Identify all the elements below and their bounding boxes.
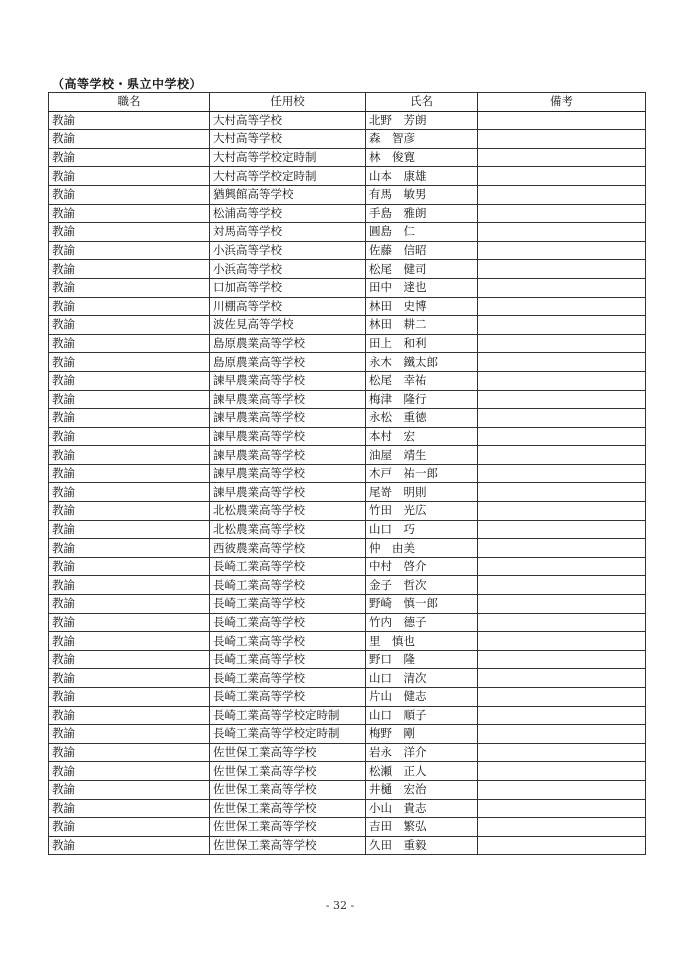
table-row <box>49 725 646 744</box>
table-row <box>49 353 646 372</box>
cell-title: 教諭 <box>49 632 210 651</box>
cell-note <box>478 669 646 688</box>
cell-name: 本村 宏 <box>366 427 478 446</box>
cell-title: 教諭 <box>49 743 210 762</box>
cell-note <box>478 595 646 614</box>
cell-school: 諫早農業高等学校 <box>210 483 366 502</box>
cell-note <box>478 427 646 446</box>
cell-name: 竹内 德子 <box>366 613 478 632</box>
cell-note <box>478 818 646 837</box>
cell-school: 佐世保工業高等学校 <box>210 780 366 799</box>
cell-note <box>478 409 646 428</box>
cell-title: 教諭 <box>49 483 210 502</box>
cell-title: 教諭 <box>49 353 210 372</box>
cell-title: 教諭 <box>49 520 210 539</box>
table-row <box>49 520 646 539</box>
cell-note <box>478 743 646 762</box>
cell-title: 教諭 <box>49 446 210 465</box>
table-row <box>49 409 646 428</box>
page-number: - 32 - <box>325 899 355 912</box>
cell-name: 山口 順子 <box>366 706 478 725</box>
cell-title: 教諭 <box>49 167 210 186</box>
cell-note <box>478 446 646 465</box>
cell-title: 教諭 <box>49 464 210 483</box>
cell-school: 長崎工業高等学校 <box>210 650 366 669</box>
cell-name: 金子 哲次 <box>366 576 478 595</box>
cell-name: 中村 啓介 <box>366 557 478 576</box>
cell-title: 教諭 <box>49 241 210 260</box>
table-row <box>49 148 646 167</box>
table-row <box>49 669 646 688</box>
cell-name: 松瀬 正人 <box>366 762 478 781</box>
cell-note <box>478 576 646 595</box>
table-row <box>49 278 646 297</box>
cell-name: 手島 雅朗 <box>366 204 478 223</box>
cell-title: 教諭 <box>49 130 210 149</box>
cell-title: 教諭 <box>49 688 210 707</box>
cell-school: 北松農業高等学校 <box>210 520 366 539</box>
cell-name: 圓島 仁 <box>366 223 478 242</box>
table-row <box>49 111 646 130</box>
cell-school: 諫早農業高等学校 <box>210 409 366 428</box>
table-row <box>49 185 646 204</box>
cell-title: 教諭 <box>49 297 210 316</box>
cell-name: 竹田 光広 <box>366 502 478 521</box>
cell-name: 片山 健志 <box>366 688 478 707</box>
table-row <box>49 743 646 762</box>
table-row <box>49 223 646 242</box>
staff-table <box>48 92 646 855</box>
cell-title: 教諭 <box>49 576 210 595</box>
cell-note <box>478 297 646 316</box>
cell-name: 永木 鐵太郎 <box>366 353 478 372</box>
cell-name: 仲 由美 <box>366 539 478 558</box>
cell-title: 教諭 <box>49 595 210 614</box>
cell-name: 木戸 祐一郎 <box>366 464 478 483</box>
cell-school: 西彼農業高等学校 <box>210 539 366 558</box>
cell-note <box>478 688 646 707</box>
table-row <box>49 260 646 279</box>
cell-note <box>478 836 646 855</box>
table-row <box>49 427 646 446</box>
cell-title: 教諭 <box>49 780 210 799</box>
cell-title: 教諭 <box>49 223 210 242</box>
cell-note <box>478 278 646 297</box>
cell-title: 教諭 <box>49 204 210 223</box>
cell-school: 諫早農業高等学校 <box>210 427 366 446</box>
cell-title: 教諭 <box>49 278 210 297</box>
cell-school: 長崎工業高等学校 <box>210 613 366 632</box>
table-row <box>49 780 646 799</box>
cell-school: 猶興館高等学校 <box>210 185 366 204</box>
cell-school: 島原農業高等学校 <box>210 334 366 353</box>
table-row <box>49 688 646 707</box>
cell-note <box>478 334 646 353</box>
cell-note <box>478 204 646 223</box>
cell-school: 佐世保工業高等学校 <box>210 799 366 818</box>
table-row <box>49 464 646 483</box>
cell-name: 梅野 剛 <box>366 725 478 744</box>
cell-note <box>478 725 646 744</box>
table-row <box>49 706 646 725</box>
cell-name: 岩永 洋介 <box>366 743 478 762</box>
cell-title: 教諭 <box>49 111 210 130</box>
cell-school: 松浦高等学校 <box>210 204 366 223</box>
cell-note <box>478 241 646 260</box>
table-row <box>49 204 646 223</box>
cell-name: 吉田 繁弘 <box>366 818 478 837</box>
cell-school: 小浜高等学校 <box>210 260 366 279</box>
header-name: 氏名 <box>366 93 478 112</box>
cell-title: 教諭 <box>49 836 210 855</box>
cell-school: 北松農業高等学校 <box>210 502 366 521</box>
cell-school: 長崎工業高等学校 <box>210 688 366 707</box>
cell-name: 永松 重徳 <box>366 409 478 428</box>
cell-title: 教諭 <box>49 539 210 558</box>
cell-school: 大村高等学校 <box>210 111 366 130</box>
cell-name: 油屋 靖生 <box>366 446 478 465</box>
cell-note <box>478 799 646 818</box>
table-row <box>49 502 646 521</box>
cell-title: 教諭 <box>49 706 210 725</box>
table-row <box>49 799 646 818</box>
cell-name: 尾嵜 明則 <box>366 483 478 502</box>
table-row <box>49 557 646 576</box>
cell-name: 林 俊寛 <box>366 148 478 167</box>
cell-school: 佐世保工業高等学校 <box>210 836 366 855</box>
cell-note <box>478 706 646 725</box>
cell-name: 山口 清次 <box>366 669 478 688</box>
cell-note <box>478 780 646 799</box>
table-header-row <box>49 93 646 112</box>
table-row <box>49 241 646 260</box>
cell-name: 林田 耕二 <box>366 316 478 335</box>
table-row <box>49 650 646 669</box>
cell-title: 教諭 <box>49 502 210 521</box>
table-row <box>49 167 646 186</box>
cell-school: 長崎工業高等学校定時制 <box>210 706 366 725</box>
cell-name: 井樋 宏治 <box>366 780 478 799</box>
cell-name: 里 慎也 <box>366 632 478 651</box>
table-row <box>49 334 646 353</box>
cell-name: 林田 史博 <box>366 297 478 316</box>
table-row <box>49 632 646 651</box>
cell-school: 諫早農業高等学校 <box>210 446 366 465</box>
table-body <box>49 111 646 855</box>
table-row <box>49 390 646 409</box>
cell-title: 教諭 <box>49 409 210 428</box>
cell-title: 教諭 <box>49 427 210 446</box>
cell-title: 教諭 <box>49 316 210 335</box>
table-row <box>49 818 646 837</box>
cell-note <box>478 148 646 167</box>
cell-name: 有馬 敏男 <box>366 185 478 204</box>
table-row <box>49 595 646 614</box>
cell-school: 諫早農業高等学校 <box>210 371 366 390</box>
cell-school: 大村高等学校定時制 <box>210 148 366 167</box>
cell-title: 教諭 <box>49 650 210 669</box>
table-row <box>49 762 646 781</box>
cell-name: 野崎 慎一郎 <box>366 595 478 614</box>
cell-name: 山本 康雄 <box>366 167 478 186</box>
cell-school: 長崎工業高等学校 <box>210 595 366 614</box>
cell-title: 教諭 <box>49 669 210 688</box>
header-school: 任用校 <box>210 93 366 112</box>
cell-school: 諫早農業高等学校 <box>210 464 366 483</box>
cell-title: 教諭 <box>49 799 210 818</box>
cell-name: 久田 重毅 <box>366 836 478 855</box>
cell-school: 長崎工業高等学校 <box>210 669 366 688</box>
cell-note <box>478 371 646 390</box>
cell-note <box>478 260 646 279</box>
table-row <box>49 836 646 855</box>
header-note: 備考 <box>478 93 646 112</box>
cell-school: 長崎工業高等学校 <box>210 576 366 595</box>
cell-note <box>478 483 646 502</box>
table-row <box>49 539 646 558</box>
cell-school: 長崎工業高等学校 <box>210 557 366 576</box>
cell-title: 教諭 <box>49 557 210 576</box>
cell-name: 松尾 健司 <box>366 260 478 279</box>
cell-name: 山口 巧 <box>366 520 478 539</box>
cell-note <box>478 557 646 576</box>
table-row <box>49 446 646 465</box>
cell-title: 教諭 <box>49 148 210 167</box>
cell-name: 野口 隆 <box>366 650 478 669</box>
cell-note <box>478 185 646 204</box>
cell-note <box>478 632 646 651</box>
cell-name: 田中 達也 <box>366 278 478 297</box>
cell-school: 佐世保工業高等学校 <box>210 762 366 781</box>
header-title: 職名 <box>49 93 210 112</box>
cell-note <box>478 223 646 242</box>
cell-school: 口加高等学校 <box>210 278 366 297</box>
cell-school: 島原農業高等学校 <box>210 353 366 372</box>
cell-note <box>478 353 646 372</box>
cell-note <box>478 650 646 669</box>
cell-school: 大村高等学校定時制 <box>210 167 366 186</box>
cell-name: 梅津 隆行 <box>366 390 478 409</box>
cell-title: 教諭 <box>49 725 210 744</box>
cell-school: 対馬高等学校 <box>210 223 366 242</box>
table-row <box>49 576 646 595</box>
cell-title: 教諭 <box>49 371 210 390</box>
cell-title: 教諭 <box>49 818 210 837</box>
cell-name: 北野 芳朗 <box>366 111 478 130</box>
cell-school: 川棚高等学校 <box>210 297 366 316</box>
cell-note <box>478 130 646 149</box>
table-row <box>49 316 646 335</box>
cell-name: 森 智彦 <box>366 130 478 149</box>
cell-school: 長崎工業高等学校 <box>210 632 366 651</box>
cell-school: 波佐見高等学校 <box>210 316 366 335</box>
cell-note <box>478 390 646 409</box>
page-heading: （高等学校・県立中学校） <box>52 77 203 91</box>
cell-note <box>478 167 646 186</box>
cell-school: 佐世保工業高等学校 <box>210 818 366 837</box>
cell-school: 佐世保工業高等学校 <box>210 743 366 762</box>
cell-title: 教諭 <box>49 762 210 781</box>
cell-note <box>478 464 646 483</box>
cell-school: 長崎工業高等学校定時制 <box>210 725 366 744</box>
table-row <box>49 130 646 149</box>
table-row <box>49 297 646 316</box>
cell-note <box>478 111 646 130</box>
cell-name: 佐藤 信昭 <box>366 241 478 260</box>
cell-name: 田上 和利 <box>366 334 478 353</box>
cell-note <box>478 502 646 521</box>
cell-title: 教諭 <box>49 613 210 632</box>
cell-note <box>478 762 646 781</box>
cell-note <box>478 316 646 335</box>
cell-title: 教諭 <box>49 334 210 353</box>
cell-school: 小浜高等学校 <box>210 241 366 260</box>
cell-note <box>478 520 646 539</box>
cell-title: 教諭 <box>49 260 210 279</box>
cell-school: 諫早農業高等学校 <box>210 390 366 409</box>
cell-note <box>478 613 646 632</box>
cell-title: 教諭 <box>49 390 210 409</box>
cell-title: 教諭 <box>49 185 210 204</box>
cell-name: 小山 貴志 <box>366 799 478 818</box>
table-row <box>49 613 646 632</box>
cell-name: 松尾 幸祐 <box>366 371 478 390</box>
table-row <box>49 483 646 502</box>
cell-school: 大村高等学校 <box>210 130 366 149</box>
table-row <box>49 371 646 390</box>
cell-note <box>478 539 646 558</box>
